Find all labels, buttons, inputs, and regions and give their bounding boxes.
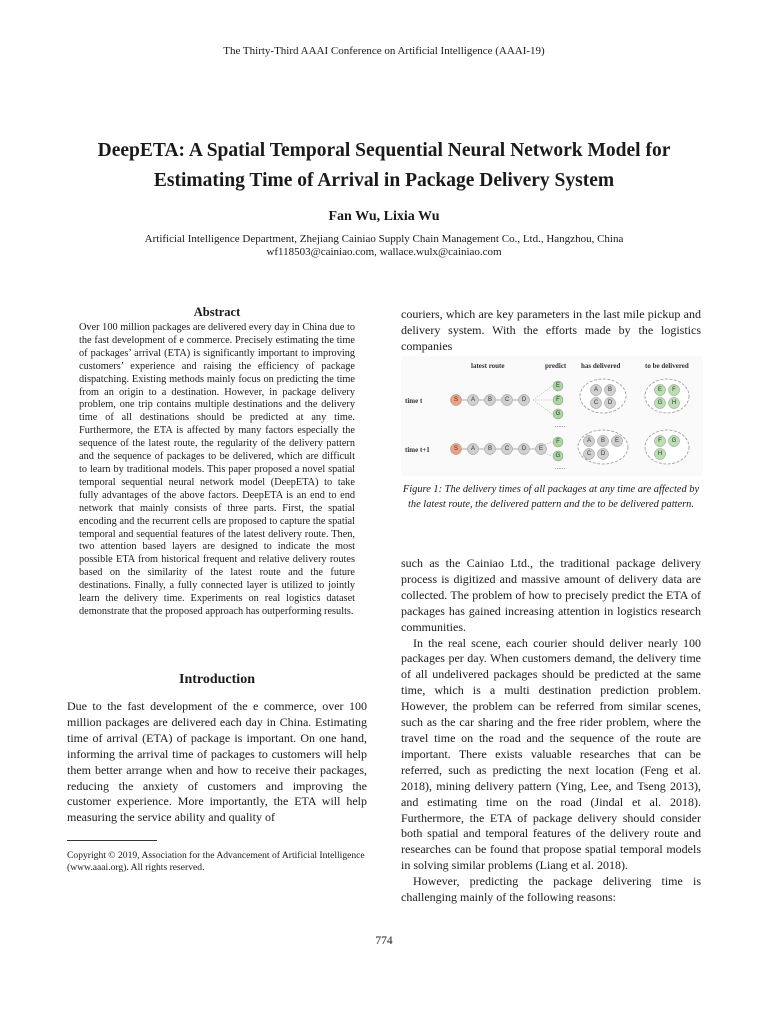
row-t1-route-node-C-label: C bbox=[504, 446, 510, 452]
row-t1-delivered-node-A-label: A bbox=[586, 438, 592, 444]
row-t-delivered-node-A-label: A bbox=[593, 387, 599, 393]
row-t1-route-node-S-label: S bbox=[453, 446, 459, 452]
row-t-route-node-B-label: B bbox=[487, 397, 493, 403]
figure-1-diagram bbox=[401, 356, 703, 476]
header-predict: predict bbox=[545, 362, 567, 370]
row-t1-tobe-node-F-label: F bbox=[658, 438, 662, 444]
affiliation: Artificial Intelligence Department, Zhejiang Cainiao Supply Chain Management Co., Ltd., Hangzhou, China bbox=[144, 233, 624, 245]
copyright-notice: Copyright © 2019, Association for the Advancement of Artificial Intelligence (www.aaai.org). All rights reserved. bbox=[67, 850, 365, 873]
abstract-heading: Abstract bbox=[193, 305, 241, 319]
introduction-text: Due to the fast development of the e commerce, over 100 million packages are delivered each day in China. Estimating time of arrival (ETA) of package is important. On one hand, informing the arrival time of packages to customers will help them better arrange when and how to receive their packages, reducing the anxiety of customers and improving the customer experience. More importantly, the ETA will help measuring the service ability and quality of bbox=[67, 699, 367, 825]
row-t1-route-node-A-label: A bbox=[470, 446, 476, 452]
row-t-route-node-D-label: D bbox=[521, 397, 527, 403]
row-t-delivered-node-B-label: B bbox=[607, 387, 613, 393]
row-t1-route-node-D-label: D bbox=[521, 446, 527, 452]
emails: wf118503@cainiao.com, wallace.wulx@cainiao.com bbox=[266, 246, 502, 258]
paper-title: DeepETA: A Spatial Temporal Sequential Neural Network Model for Estimating Time of Arrival in Package Delivery System bbox=[97, 140, 671, 191]
row-t-tobe-node-F-label: F bbox=[672, 387, 676, 393]
row-t1-delivered-node-C-label: C bbox=[586, 451, 592, 457]
header-to-be-delivered: to be delivered bbox=[645, 362, 689, 370]
row-t-tobe-node-G-label: G bbox=[657, 400, 663, 406]
paper-authors: Fan Wu, Lixia Wu bbox=[328, 209, 440, 224]
row-t-predict-node-F-label: F bbox=[556, 397, 560, 403]
introduction-heading: Introduction bbox=[179, 672, 255, 687]
footnote-rule bbox=[67, 840, 157, 841]
conference-header: The Thirty-Third AAAI Conference on Artificial Intelligence (AAAI-19) bbox=[223, 45, 545, 57]
row-t-tobe-node-E-label: E bbox=[657, 387, 663, 393]
row-t-predict-node-G-label: G bbox=[555, 411, 561, 417]
row-t1-tobe-cloud bbox=[645, 430, 689, 464]
row-t1-tobe-node-G-label: G bbox=[671, 438, 677, 444]
row-t-delivered-node-D-label: D bbox=[607, 400, 613, 406]
row-t1-delivered-node-B-label: B bbox=[600, 438, 606, 444]
row-t-route-node-C-label: C bbox=[504, 397, 510, 403]
row-t1-predict-node-G-label: G bbox=[555, 453, 561, 459]
row-t-predict-ellipsis: ...... bbox=[554, 423, 566, 429]
row-t-delivered-cloud bbox=[580, 379, 626, 413]
row-t-tobe-cloud bbox=[645, 379, 689, 413]
page-number: 774 bbox=[375, 935, 393, 947]
header-has-delivered: has delivered bbox=[581, 362, 621, 370]
row-t1-predict-node-F-label: F bbox=[556, 439, 560, 445]
row-t1-tobe-node-H-label: H bbox=[657, 451, 663, 457]
row-t-route-node-A-label: A bbox=[470, 397, 476, 403]
paragraph-3: However, predicting the package delivering time is challenging mainly of the following reasons: bbox=[401, 874, 701, 905]
row-t1-delivered-node-E-label: E bbox=[614, 438, 620, 444]
row-t-route-node-S-label: S bbox=[453, 397, 459, 403]
row-t1-delivered-node-D-label: D bbox=[600, 451, 606, 457]
figure-1 bbox=[401, 356, 703, 476]
row-t-delivered-node-C-label: C bbox=[593, 400, 599, 406]
row-t-predict-node-E-label: E bbox=[555, 383, 561, 389]
row-label-time-t1: time t+1 bbox=[405, 446, 430, 454]
row-t1-predict-ellipsis: ...... bbox=[554, 465, 566, 471]
header-latest-route: latest route bbox=[471, 362, 505, 370]
paragraph-2: In the real scene, each courier should deliver nearly 100 packages per day. When customers demand, the delivery time of all undelivered packages should be predicted at the same time, which is a multi destination prediction problem. However, the problem can be referred from similar scenes, such as the car sharing and the free rider problem, where the travel time on the road and the sequence of the route are important. There exists valuable researches that can be referred, such as predicting the next location (Feng et al. 2018), mining delivery pattern (Ying, Lee, and Tseng 2013), and estimating time on the road (Jindal et al. 2018). Furthermore, the ETA of package delivery should consider both spatial and temporal features of the delivery route and researches can be found that propose spatial temporal models in solving similar problems (Liang et al. 2018). bbox=[401, 635, 701, 873]
row-t1-route-node-B-label: B bbox=[487, 446, 493, 452]
abstract-text: Over 100 million packages are delivered every day in China due to the fast development of e commerce. Precisely estimating the time of packages’ arrival (ETA) is significantly important to improving customers’ experience and raising the efficiency of package dispatching. Existing methods mainly focus on predicting the time from an origin to a destination. However, in package delivery problem, one trip contains multiple destinations and the delivery time of all destinations should be predicted at any time. Furthermore, the ETA is affected by many factors especially the sequence of the latest route, the regularity of the delivery pattern and the sequence of packages to be delivered, which are difficult to learn by traditional models. This paper proposed a novel spatial temporal sequential neural network model (DeepETA) to take fully advantages of the above factors. DeepETA is an end to end network that mainly consists of three parts. First, the spatial encoding and the recurrent cells are proposed to capture the spatial temporal and sequential features of the latest delivery route. Then, two attention based layers are designed to indicate the most possible ETA from historical frequent and relative delivery routes based on the similarity of the latest route and the future destinations. Finally, a fully connected layer is utilized to jointly learn the delivery time. Experiments on real logistics dataset demonstrate that the proposed approach has outperforming results. bbox=[79, 322, 355, 617]
affiliation-block bbox=[0, 233, 768, 259]
row-t-tobe-node-H-label: H bbox=[671, 400, 677, 406]
paragraph-1: such as the Cainiao Ltd., the traditional package delivery process is digitized and massive amount of delivery data are collected. The problem of how to precisely predict the ETA of packages has gained increasing attention in logistics research communities. bbox=[401, 556, 701, 634]
right-column-top-text: couriers, which are key parameters in the last mile pickup and delivery system. With the efforts made by the logistics companies bbox=[401, 307, 701, 353]
figure-caption: Figure 1: The delivery times of all packages at any time are affected by the latest route, the delivered pattern and the to be delivered pattern. bbox=[402, 484, 700, 510]
row-label-time-t: time t bbox=[405, 397, 423, 405]
right-column-body bbox=[401, 556, 701, 906]
row-t1-route-node-E-label: E bbox=[538, 446, 544, 452]
